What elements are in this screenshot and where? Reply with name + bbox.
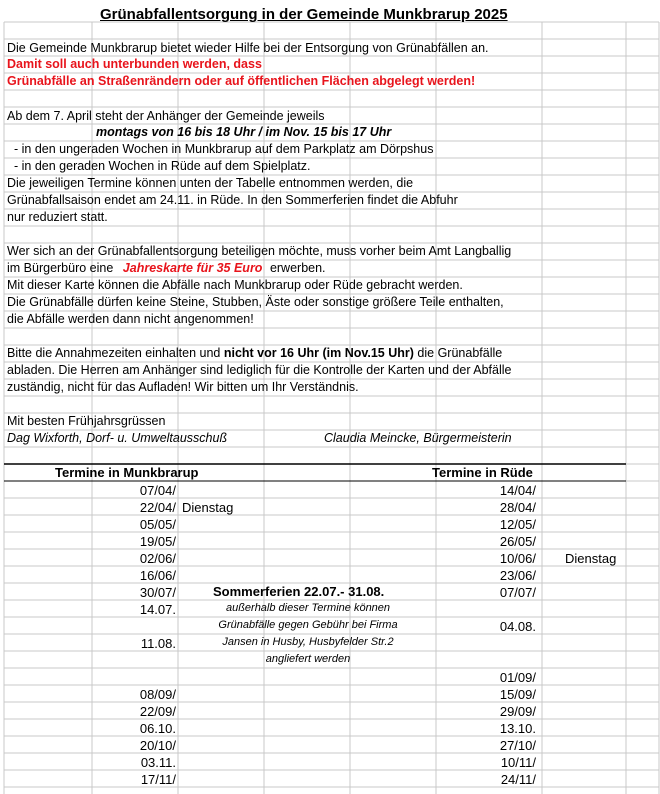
munkbrarup-date: 20/10/ (139, 738, 176, 753)
schedule-even-weeks: - in den geraden Wochen in Rüde auf dem Spielplatz. (14, 159, 311, 173)
summer-note-3: Jansen in Husby, Husbyfelder Str.2 (222, 636, 394, 648)
intro-line-1: Die Gemeinde Munkbrarup bietet wieder Hilfe bei der Entsorgung von Grünabfällen an. (7, 41, 489, 55)
notice-time-restriction: nicht vor 16 Uhr (im Nov.15 Uhr) (223, 346, 414, 360)
card-line-5: die Abfälle werden dann nicht angenommen! (7, 312, 254, 326)
summer-note-2: Grünabfälle gegen Gebühr bei Firma (218, 619, 398, 631)
ruede-date: 26/05/ (499, 534, 536, 549)
card-line-2-start: im Bürgerbüro eine (7, 261, 114, 275)
schedule-odd-weeks: - in den ungeraden Wochen in Munkbrarup auf dem Parkplatz am Dörpshus (14, 142, 434, 156)
ruede-date: 23/06/ (499, 568, 536, 583)
summer-note-1: außerhalb dieser Termine können (225, 602, 391, 614)
summer-break-title: Sommerferien 22.07.- 31.08. (213, 584, 385, 599)
ruede-date: 13.10. (499, 721, 536, 736)
ruede-date: 12/05/ (499, 517, 536, 532)
warning-line-1: Damit soll auch unterbunden werden, dass (7, 57, 262, 71)
ruede-date: 15/09/ (499, 687, 536, 702)
page-title: Grünabfallentsorgung in der Gemeinde Munkbrarup 2025 (100, 6, 508, 23)
summer-note-4: angliefert werden (265, 653, 351, 665)
card-line-4: Die Grünabfälle dürfen keine Steine, Stubben, Äste oder sonstige größere Teile enthalten, (7, 295, 504, 309)
schedule-line-5: Die jeweiligen Termine können unten der Tabelle entnommen werden, die (7, 176, 414, 190)
schedule-line-6: Grünabfallsaison endet am 24.11. in Rüde. In den Sommerferien findet die Abfuhr (7, 193, 458, 207)
ruede-date: 28/04/ (499, 500, 536, 515)
ruede-date-note: Dienstag (565, 551, 617, 566)
closing-greeting: Mit besten Frühjahrsgrüssen (7, 414, 166, 428)
notice-line-2: abladen. Die Herren am Anhänger sind lediglich für die Kontrolle der Karten und der Abfälle (7, 363, 512, 377)
ruede-date: 07/07/ (499, 585, 536, 600)
notice-line-3: zuständig, nicht für das Aufladen! Wir bitten um Ihr Verständnis. (7, 380, 359, 394)
signer-committee: Dag Wixforth, Dorf- u. Umweltausschuß (7, 431, 228, 445)
munkbrarup-date: 14.07. (139, 602, 176, 617)
ruede-date: 01/09/ (499, 670, 536, 685)
ruede-date: 04.08. (499, 619, 536, 634)
header-munkbrarup: Termine in Munkbrarup (55, 465, 199, 480)
notice-line-1-start: Bitte die Annahmezeiten einhalten und (7, 346, 221, 360)
munkbrarup-date: 07/04/ (139, 483, 176, 498)
ruede-date: 27/10/ (499, 738, 536, 753)
annual-card-price: Jahreskarte für 35 Euro (122, 261, 263, 275)
signer-mayor: Claudia Meincke, Bürgermeisterin (324, 431, 512, 445)
munkbrarup-date: 03.11. (140, 755, 176, 770)
munkbrarup-date: 16/06/ (139, 568, 176, 583)
munkbrarup-date: 06.10. (139, 721, 176, 736)
schedule-line-7: nur reduziert statt. (7, 210, 108, 224)
ruede-date: 24/11/ (500, 772, 536, 787)
ruede-date: 10/11/ (500, 755, 536, 770)
schedule-times: montags von 16 bis 18 Uhr / im Nov. 15 bis 17 Uhr (96, 125, 392, 139)
munkbrarup-date: 08/09/ (139, 687, 176, 702)
munkbrarup-date: 17/11/ (140, 772, 176, 787)
ruede-date: 10/06/ (499, 551, 536, 566)
munkbrarup-date: 30/07/ (139, 585, 176, 600)
ruede-date: 14/04/ (499, 483, 536, 498)
munkbrarup-date-note: Dienstag (182, 500, 234, 515)
munkbrarup-date: 22/04/ (139, 500, 176, 515)
munkbrarup-date: 19/05/ (139, 534, 176, 549)
notice-line-1-end: die Grünabfälle (417, 346, 503, 360)
card-line-1: Wer sich an der Grünabfallentsorgung beteiligen möchte, muss vorher beim Amt Langballig (7, 244, 512, 258)
munkbrarup-date: 05/05/ (139, 517, 176, 532)
munkbrarup-date: 11.08. (140, 636, 176, 651)
card-line-3: Mit dieser Karte können die Abfälle nach Munkbrarup oder Rüde gebracht werden. (7, 278, 463, 292)
header-ruede: Termine in Rüde (432, 465, 533, 480)
card-line-2-end: erwerben. (269, 261, 326, 275)
schedule-line-1: Ab dem 7. April steht der Anhänger der Gemeinde jeweils (7, 109, 325, 123)
ruede-date: 29/09/ (499, 704, 536, 719)
munkbrarup-date: 02/06/ (139, 551, 176, 566)
notice-line-1 (7, 346, 502, 361)
card-line-2 (7, 261, 326, 276)
munkbrarup-date: 22/09/ (139, 704, 176, 719)
warning-line-2: Grünabfälle an Straßenrändern oder auf öffentlichen Flächen abgelegt werden! (7, 74, 476, 88)
